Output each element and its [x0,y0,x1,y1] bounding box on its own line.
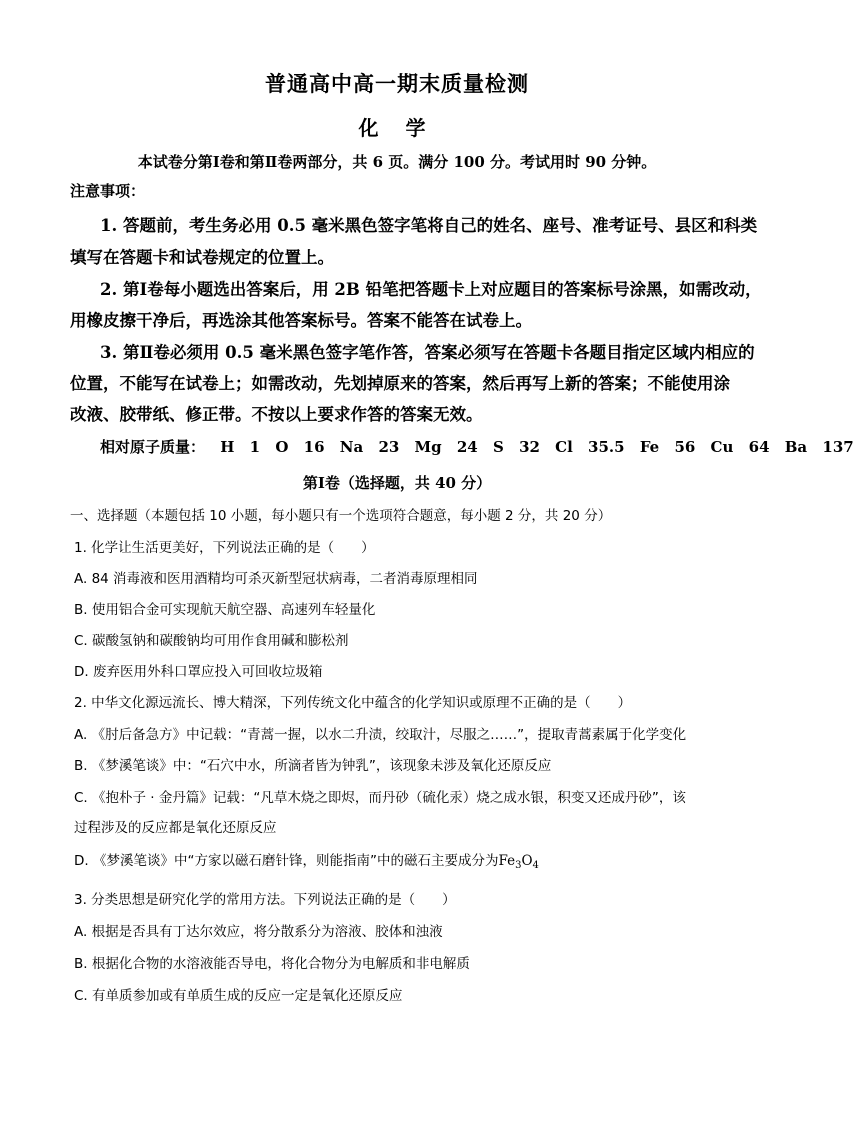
question-2-option-d [74,849,539,871]
question-2-option-c-cont: 过程涉及的反应都是氧化还原反应 [74,820,277,836]
notes-heading: 注意事项： [70,182,146,200]
note-line-4: 用橡皮擦干净后，再选涂其他答案标号。答案不能答在试卷上。 [70,311,532,330]
atomic-mass-item: 56 [674,438,696,456]
question-1-option-c: C. 碳酸氢钠和碳酸钠均可用作食用碱和膨松剂 [74,633,349,649]
atomic-mass-item: 1 [249,438,261,456]
atomic-mass-label: 相对原子质量： [100,438,206,456]
question-1-option-b: B. 使用铝合金可实现航天航空器、高速列车轻量化 [74,602,376,618]
atomic-mass-item: 64 [748,438,770,456]
question-1-stem: 1. 化学让生活更美好，下列说法正确的是（ ） [74,540,375,556]
exam-intro: 本试卷分第Ⅰ卷和第Ⅱ卷两部分，共 6 页。满分 100 分。考试用时 90 分钟。 [137,153,657,171]
note-line-3: 2. 第Ⅰ卷每小题选出答案后，用 2B 铅笔把答题卡上对应题目的答案标号涂黑，如需改动， [100,280,762,299]
note-line-7: 改液、胶带纸、修正带。不按以上要求作答的答案无效。 [70,405,483,424]
question-2-stem: 2. 中华文化源远流长、博大精深，下列传统文化中蕴含的化学知识或原理不正确的是（ ） [74,695,632,711]
atomic-mass-item: H [220,438,235,456]
question-2-option-c: C. 《抱朴子 · 金丹篇》记载：“凡草木烧之即烬，而丹砂（硫化汞）烧之成水银，积变又还成丹砂”，该 [74,790,686,806]
atomic-mass-item: Ba [784,438,808,456]
atomic-mass-item: Fe [639,438,660,456]
question-3-stem: 3. 分类思想是研究化学的常用方法。下列说法正确的是（ ） [74,892,456,908]
note-line-6: 位置，不能写在试卷上；如需改动，先划掉原来的答案，然后再写上新的答案；不能使用涂 [70,374,730,393]
atomic-mass-item: Cl [555,438,573,456]
atomic-mass-item: 32 [519,438,540,456]
question-3-option-b: B. 根据化合物的水溶液能否导电，将化合物分为电解质和非电解质 [74,956,470,972]
atomic-mass-item: Mg [414,438,442,456]
note-line-2: 填写在答题卡和试卷规定的位置上。 [70,248,334,267]
formula-fe3o4: $Fe_3O_4$ [498,853,539,871]
atomic-mass-row [100,436,864,457]
question-2-option-a: A. 《肘后备急方》中记载：“青蒿一握，以水二升渍，绞取汁，尽服之……”，提取青蒿素属于化学变化 [74,727,687,743]
exam-subject: 化 学 [358,116,436,140]
atomic-mass-item: 137 [822,438,854,456]
section1-instruction: 一、选择题（本题包括 10 小题，每小题只有一个选项符合题意，每小题 2 分，共 20 分） [70,508,612,524]
atomic-mass-item: O [275,438,289,456]
exam-title: 普通高中高一期末质量检测 [265,71,529,96]
question-3-option-a: A. 根据是否具有丁达尔效应，将分散系分为溶液、胶体和浊液 [74,924,443,940]
atomic-mass-item: Na [339,438,364,456]
question-1-option-d: D. 废弃医用外科口罩应投入可回收垃圾箱 [74,664,323,680]
atomic-mass-item: 35.5 [588,438,625,456]
atomic-mass-item: S [492,438,504,456]
atomic-mass-item: 23 [378,438,400,456]
question-1-option-a: A. 84 消毒液和医用酒精均可杀灭新型冠状病毒，二者消毒原理相同 [74,571,478,587]
atomic-mass-item: 16 [303,438,325,456]
question-2-option-d-text: D. 《梦溪笔谈》中“方家以磁石磨针锋，则能指南”中的磁石主要成分为 [74,853,499,869]
question-3-option-c: C. 有单质参加或有单质生成的反应一定是氧化还原反应 [74,988,403,1004]
atomic-mass-item: 24 [456,438,478,456]
note-line-5: 3. 第Ⅱ卷必须用 0.5 毫米黑色签字笔作答，答案必须写在答题卡各题目指定区域内相应的 [100,343,755,362]
question-2-option-b: B. 《梦溪笔谈》中：“石穴中水，所滴者皆为钟乳”，该现象未涉及氧化还原反应 [74,758,552,774]
note-line-1: 1. 答题前，考生务必用 0.5 毫米黑色签字笔将自己的姓名、座号、准考证号、县区和科类 [100,216,758,235]
atomic-mass-item: Cu [710,438,734,456]
section1-title: 第Ⅰ卷（选择题，共 40 分） [302,474,492,492]
